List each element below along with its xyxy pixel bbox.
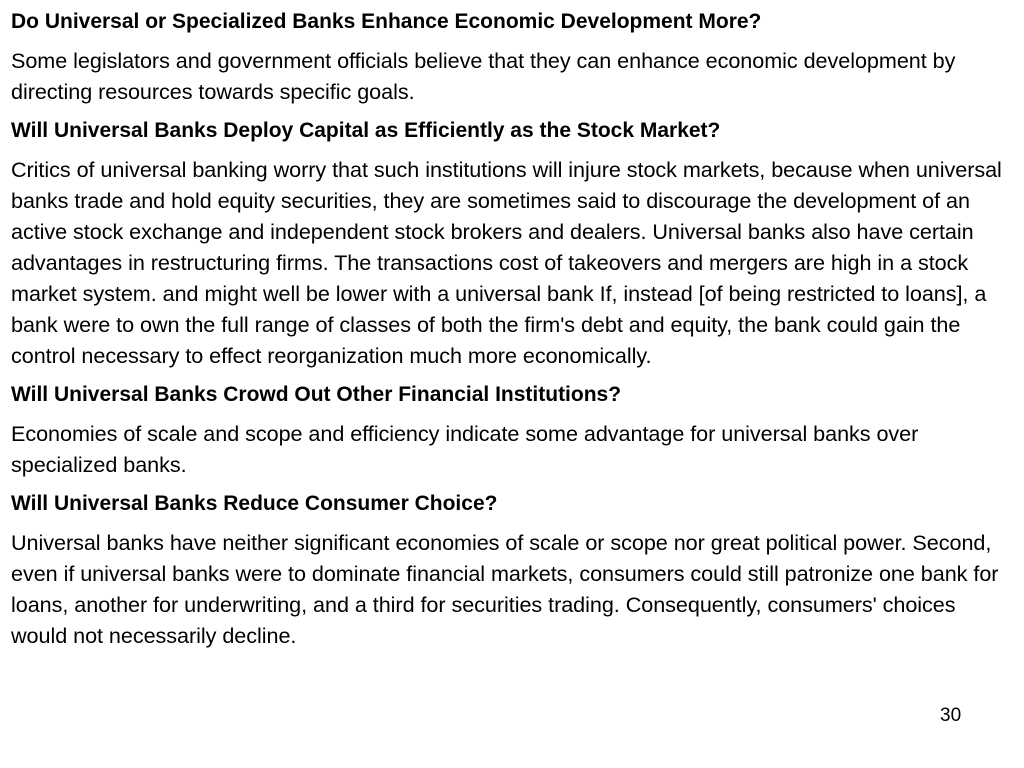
section-body: Critics of universal banking worry that such institutions will injure stock markets, because when universal banks trade and hold equity securities, they are sometimes said to discourage the development of an active stock exchange and independent stock brokers and dealers. Universal banks also have certain advantages in restructuring firms. The transactions cost of takeovers and mergers are high in a stock market system. and might well be lower with a universal bank If, instead [of being restricted to loans], a bank were to own the full range of classes of both the firm's debt and equity, the bank could gain the control necessary to effect reorganization much more economically. bbox=[11, 157, 1002, 368]
section-heading: Will Universal Banks Crowd Out Other Financial Institutions? bbox=[11, 383, 622, 406]
section-heading: Will Universal Banks Deploy Capital as Efficiently as the Stock Market? bbox=[11, 119, 721, 142]
section-body: Universal banks have neither significant economies of scale or scope nor great political power. Second, even if universal banks were to dominate financial markets, consumers could still patronize one bank for loans, another for underwriting, and a third for securities trading. Consequently, consumers' choices would not necessarily decline. bbox=[11, 530, 999, 648]
section-crowd-out bbox=[11, 379, 1017, 480]
section-body: Economies of scale and scope and efficiency indicate some advantage for universal banks over specialized banks. bbox=[11, 421, 919, 477]
section-development bbox=[11, 6, 1017, 107]
section-heading: Will Universal Banks Reduce Consumer Choice? bbox=[11, 492, 498, 515]
section-capital-efficiency bbox=[11, 115, 1017, 371]
slide-content bbox=[11, 6, 1017, 659]
section-heading: Do Universal or Specialized Banks Enhance Economic Development More? bbox=[11, 10, 762, 33]
section-consumer-choice bbox=[11, 488, 1017, 651]
page-number: 30 bbox=[940, 705, 962, 726]
section-body: Some legislators and government officials believe that they can enhance economic development by directing resources towards specific goals. bbox=[11, 48, 956, 104]
